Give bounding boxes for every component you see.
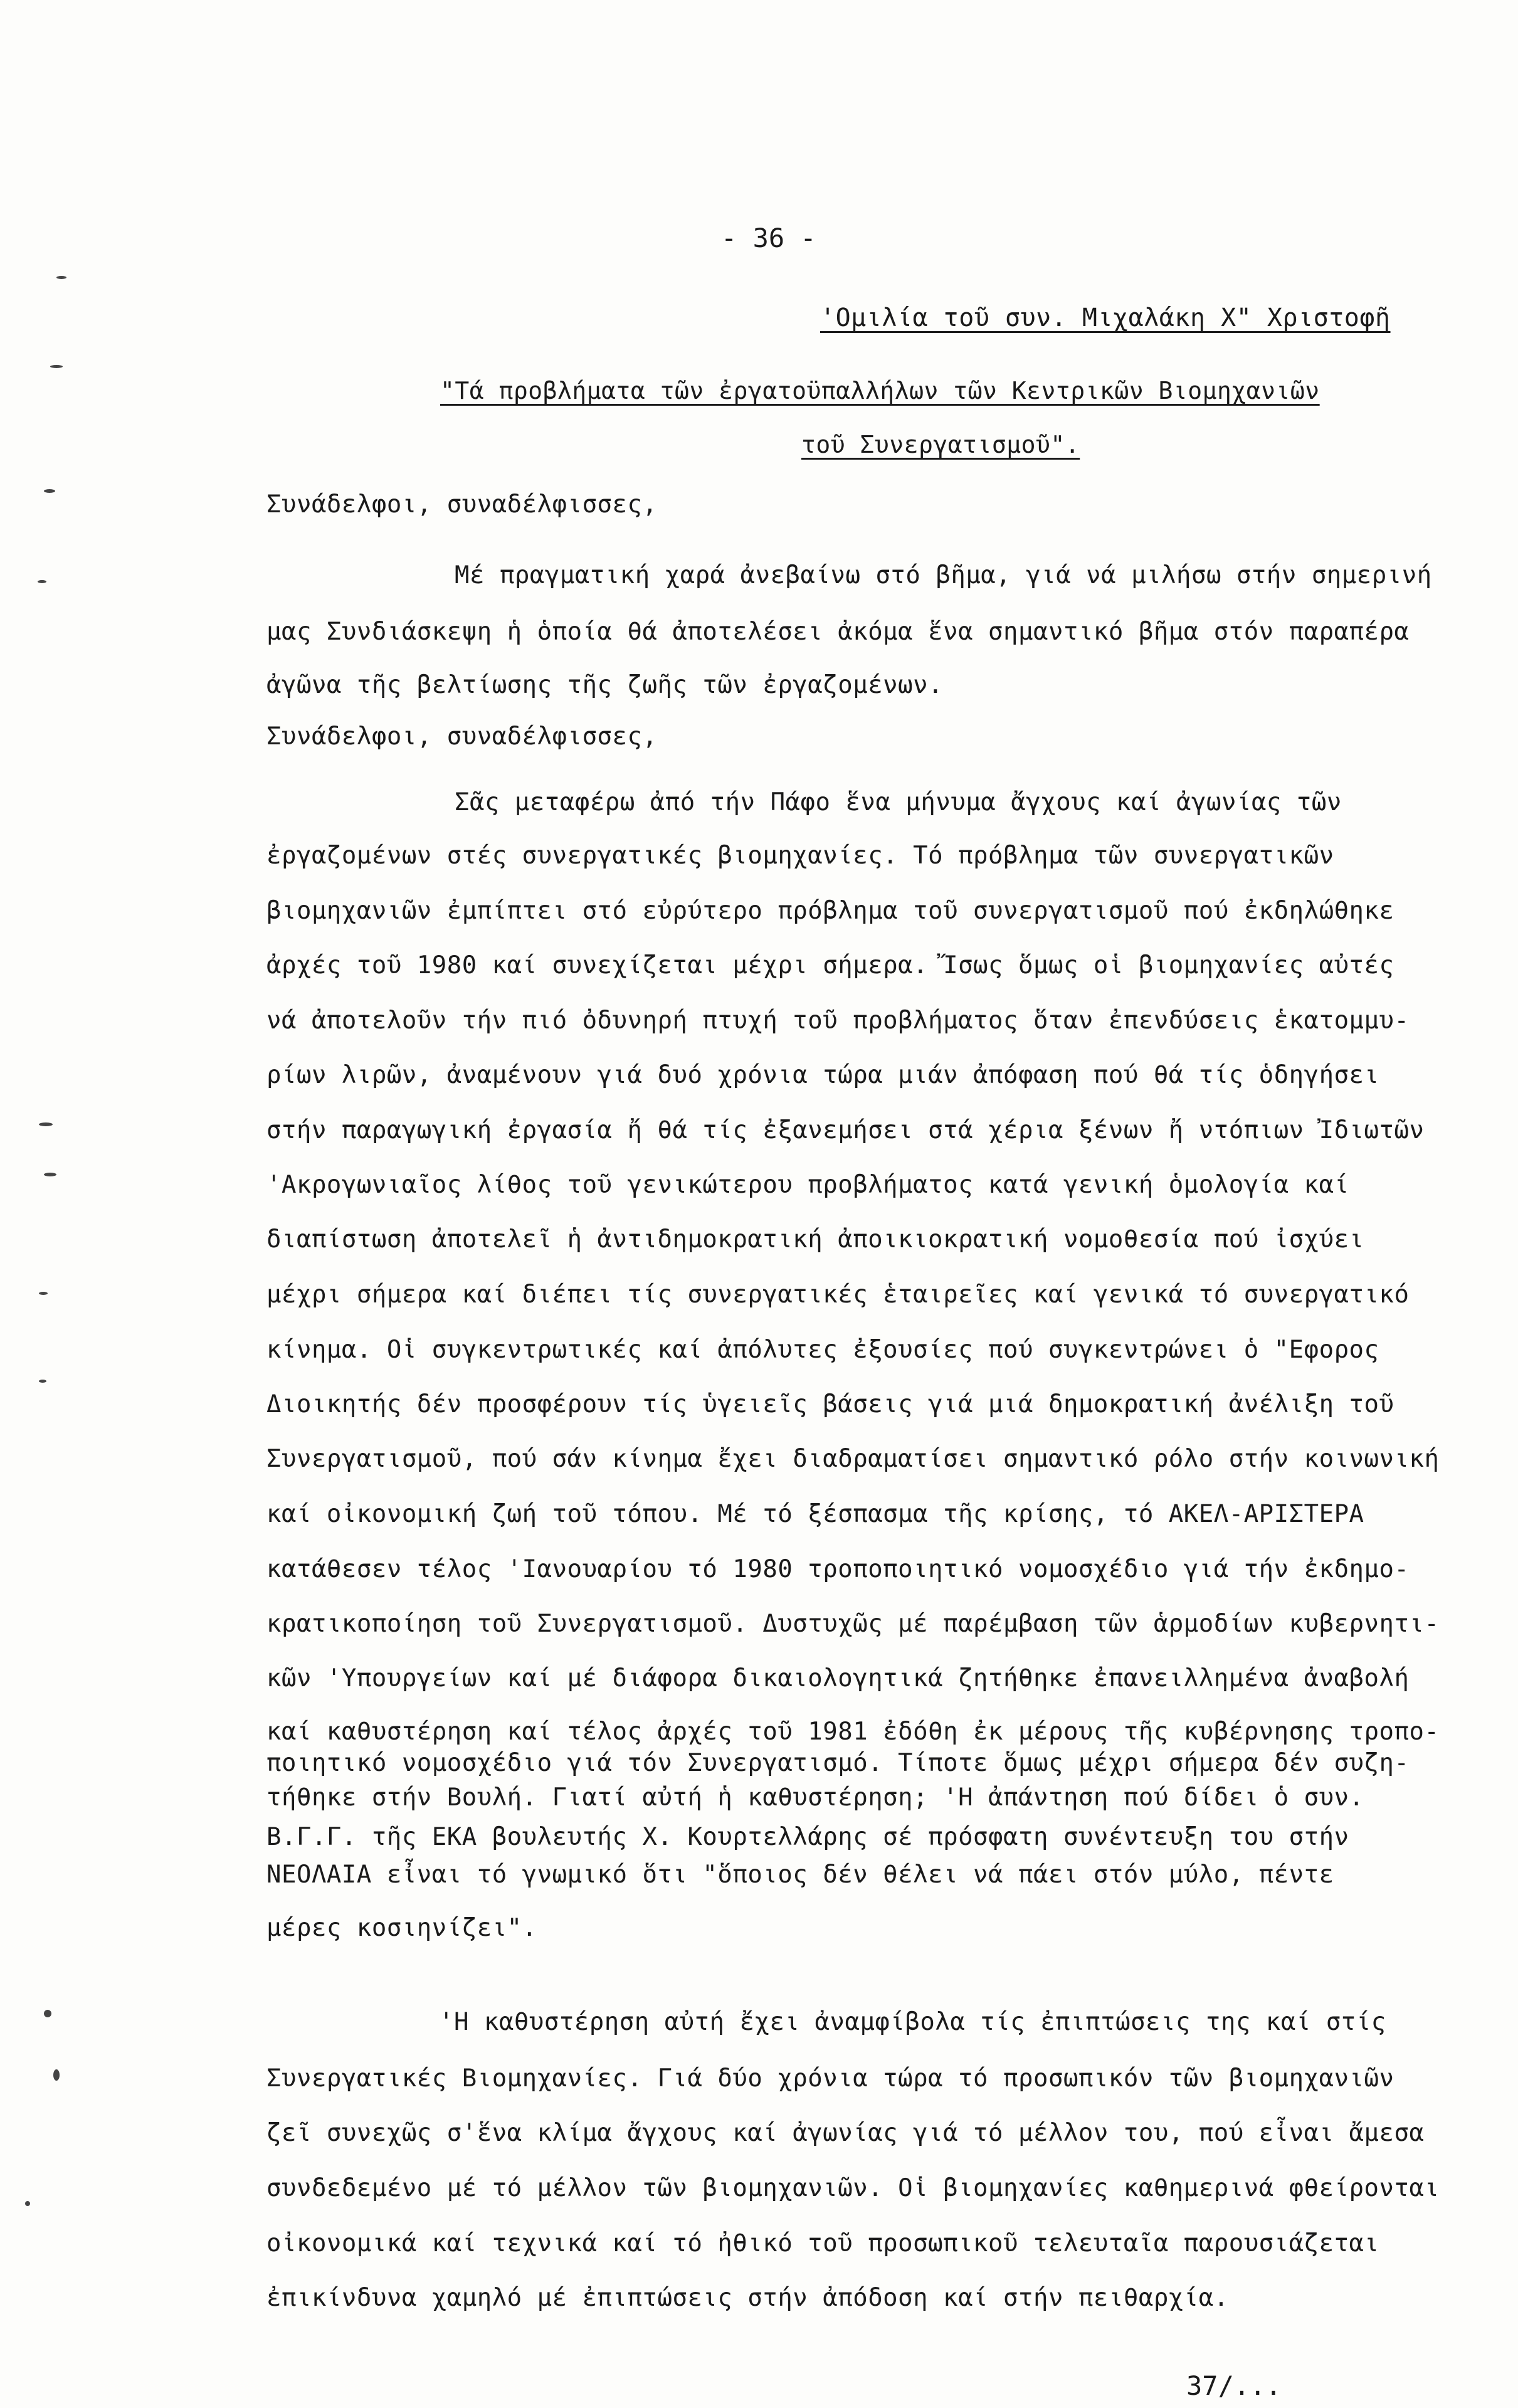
scan-speck <box>39 1292 48 1295</box>
speaker-heading: 'Ομιλία τοῦ συν. Μιχαλάκη Χ" Χριστοφῆ <box>820 304 1391 332</box>
body-line: κατάθεσεν τέλος 'Ιανουαρίου τό 1980 τροποποιητικό νομοσχέδιο γιά τήν ἐκδημο- <box>266 1555 1410 1583</box>
scan-speck <box>44 489 55 493</box>
body-line: ρίων λιρῶν, ἀναμένουν γιά δυό χρόνια τώρα μιάν ἀπόφαση πού θά τίς ὁδηγήσει <box>266 1061 1379 1089</box>
body-line: κρατικοποίηση τοῦ Συνεργατισμοῦ. Δυστυχῶς μέ παρέμβαση τῶν ἁρμοδίων κυβερνητι- <box>266 1610 1440 1638</box>
title-line-1: "Τά προβλήματα τῶν ἐργατοϋπαλλήλων τῶν Κεντρικῶν Βιομηχανιῶν <box>440 377 1320 404</box>
body-line: κίνημα. Οἱ συγκεντρωτικές καί ἀπόλυτες ἐξουσίες πού συγκεντρώνει ὁ "Εφορος <box>266 1336 1379 1364</box>
body-line: βιομηχανιῶν ἐμπίπτει στό εὐρύτερο πρόβλημα τοῦ συνεργατισμοῦ πού ἐκδηλώθηκε <box>266 897 1394 925</box>
body-line: ζεῖ συνεχῶς σ'ἕνα κλίμα ἄγχους καί ἀγωνίας γιά τό μέλλον του, πού εἶναι ἄμεσα <box>266 2119 1425 2147</box>
body-line: διαπίστωση ἀποτελεῖ ἡ ἀντιδημοκρατική ἀποικιοκρατική νομοθεσία πού ἰσχύει <box>266 1225 1364 1254</box>
body-line: ἀγῶνα τῆς βελτίωσης τῆς ζωῆς τῶν ἐργαζομένων. <box>266 671 944 699</box>
body-line: 'Ακρογωνιαῖος λίθος τοῦ γενικώτερου προβλήματος κατά γενική ὁμολογία καί <box>266 1171 1349 1199</box>
title-line-2: τοῦ Συνεργατισμοῦ". <box>801 431 1080 458</box>
body-line: κῶν 'Υπουργείων καί μέ διάφορα δικαιολογητικά ζητήθηκε ἐπανειλλημένα ἀναβολή <box>266 1664 1410 1692</box>
scan-speck <box>25 2201 30 2206</box>
body-line: τήθηκε στήν Βουλή. Γιατί αὐτή ἡ καθυστέρηση; 'Η ἀπάντηση πού δίδει ὁ συν. <box>266 1783 1364 1812</box>
body-line: ποιητικό νομοσχέδιο γιά τόν Συνεργατισμό. Τίποτε ὅμως μέχρι σήμερα δέν συζη- <box>266 1749 1410 1777</box>
body-line: Συνάδελφοι, συναδέλφισσες, <box>266 490 658 519</box>
scan-speck <box>50 365 63 368</box>
body-line: Συνεργατισμοῦ, πού σάν κίνημα ἔχει διαδραματίσει σημαντικό ρόλο στήν κοινωνική <box>266 1445 1440 1473</box>
body-line: Μέ πραγματική χαρά ἀνεβαίνω στό βῆμα, γιά νά μιλήσω στήν σημερινή <box>455 561 1432 589</box>
body-line: Β.Γ.Γ. τῆς ΕΚΑ βουλευτής Χ. Κουρτελλάρης σέ πρόσφατη συνέντευξη του στήν <box>266 1823 1349 1851</box>
body-line: Διοικητής δέν προσφέρουν τίς ὑγειεῖς βάσεις γιά μιά δημοκρατική ἀνέλιξη τοῦ <box>266 1390 1394 1418</box>
body-line: 'Η καθυστέρηση αὐτή ἔχει ἀναμφίβολα τίς ἐπιπτώσεις της καί στίς <box>439 2008 1386 2036</box>
body-line: μας Συνδιάσκεψη ἡ ὁποία θά ἀποτελέσει ἀκόμα ἕνα σημαντικό βῆμα στόν παραπέρα <box>266 618 1410 646</box>
body-line: ΝΕΟΛΑΙΑ εἶναι τό γνωμικό ὅτι "ὅποιος δέν θέλει νά πάει στόν μύλο, πέντε <box>266 1861 1334 1889</box>
continuation-marker: 37/... <box>1186 2370 1282 2401</box>
page-number: - 36 - <box>721 223 816 253</box>
scan-speck <box>53 2069 60 2081</box>
scan-speck <box>39 1380 46 1383</box>
scan-speck <box>44 1173 56 1176</box>
body-line: ἐπικίνδυνα χαμηλό μέ ἐπιπτώσεις στήν ἀπόδοση καί στήν πειθαρχία. <box>266 2284 1229 2312</box>
scan-speck <box>39 1122 53 1126</box>
body-line: ἐργαζομένων στές συνεργατικές βιομηχανίες. Τό πρόβλημα τῶν συνεργατικῶν <box>266 842 1334 870</box>
body-line: Συνεργατικές Βιομηχανίες. Γιά δύο χρόνια τώρα τό προσωπικόν τῶν βιομηχανιῶν <box>266 2064 1394 2093</box>
scan-speck <box>44 2010 51 2017</box>
body-line: στήν παραγωγική ἐργασία ἤ θά τίς ἐξανεμήσει στά χέρια ξένων ἤ ντόπιων Ἰδιωτῶν <box>266 1116 1425 1144</box>
body-line: νά ἀποτελοῦν τήν πιό ὀδυνηρή πτυχή τοῦ προβλήματος ὅταν ἐπενδύσεις ἑκατομμυ- <box>266 1006 1410 1035</box>
body-line: ἀρχές τοῦ 1980 καί συνεχίζεται μέχρι σήμερα. Ἴσως ὅμως οἱ βιομηχανίες αὐτές <box>266 951 1394 980</box>
body-line: Σᾶς μεταφέρω ἀπό τήν Πάφο ἕνα μήνυμα ἄγχους καί ἀγωνίας τῶν <box>455 788 1342 816</box>
body-line: μέχρι σήμερα καί διέπει τίς συνεργατικές ἑταιρεῖες καί γενικά τό συνεργατικό <box>266 1281 1410 1309</box>
scan-speck <box>56 276 66 279</box>
body-line: Συνάδελφοι, συναδέλφισσες, <box>266 722 658 751</box>
body-line: καί καθυστέρηση καί τέλος ἀρχές τοῦ 1981 ἐδόθη ἐκ μέρους τῆς κυβέρνησης τροπο- <box>266 1718 1440 1746</box>
body-line: οἰκονομικά καί τεχνικά καί τό ἠθικό τοῦ προσωπικοῦ τελευταῖα παρουσιάζεται <box>266 2229 1379 2258</box>
body-line: μέρες κοσιηνίζει". <box>266 1914 537 1942</box>
body-line: συνδεδεμένο μέ τό μέλλον τῶν βιομηχανιῶν. Οἱ βιομηχανίες καθημερινά φθείρονται <box>266 2174 1440 2202</box>
body-line: καί οἰκονομική ζωή τοῦ τόπου. Μέ τό ξέσπασμα τῆς κρίσης, τό ΑΚΕΛ-ΑΡΙΣΤΕΡΑ <box>266 1500 1364 1528</box>
scan-speck <box>38 580 46 583</box>
